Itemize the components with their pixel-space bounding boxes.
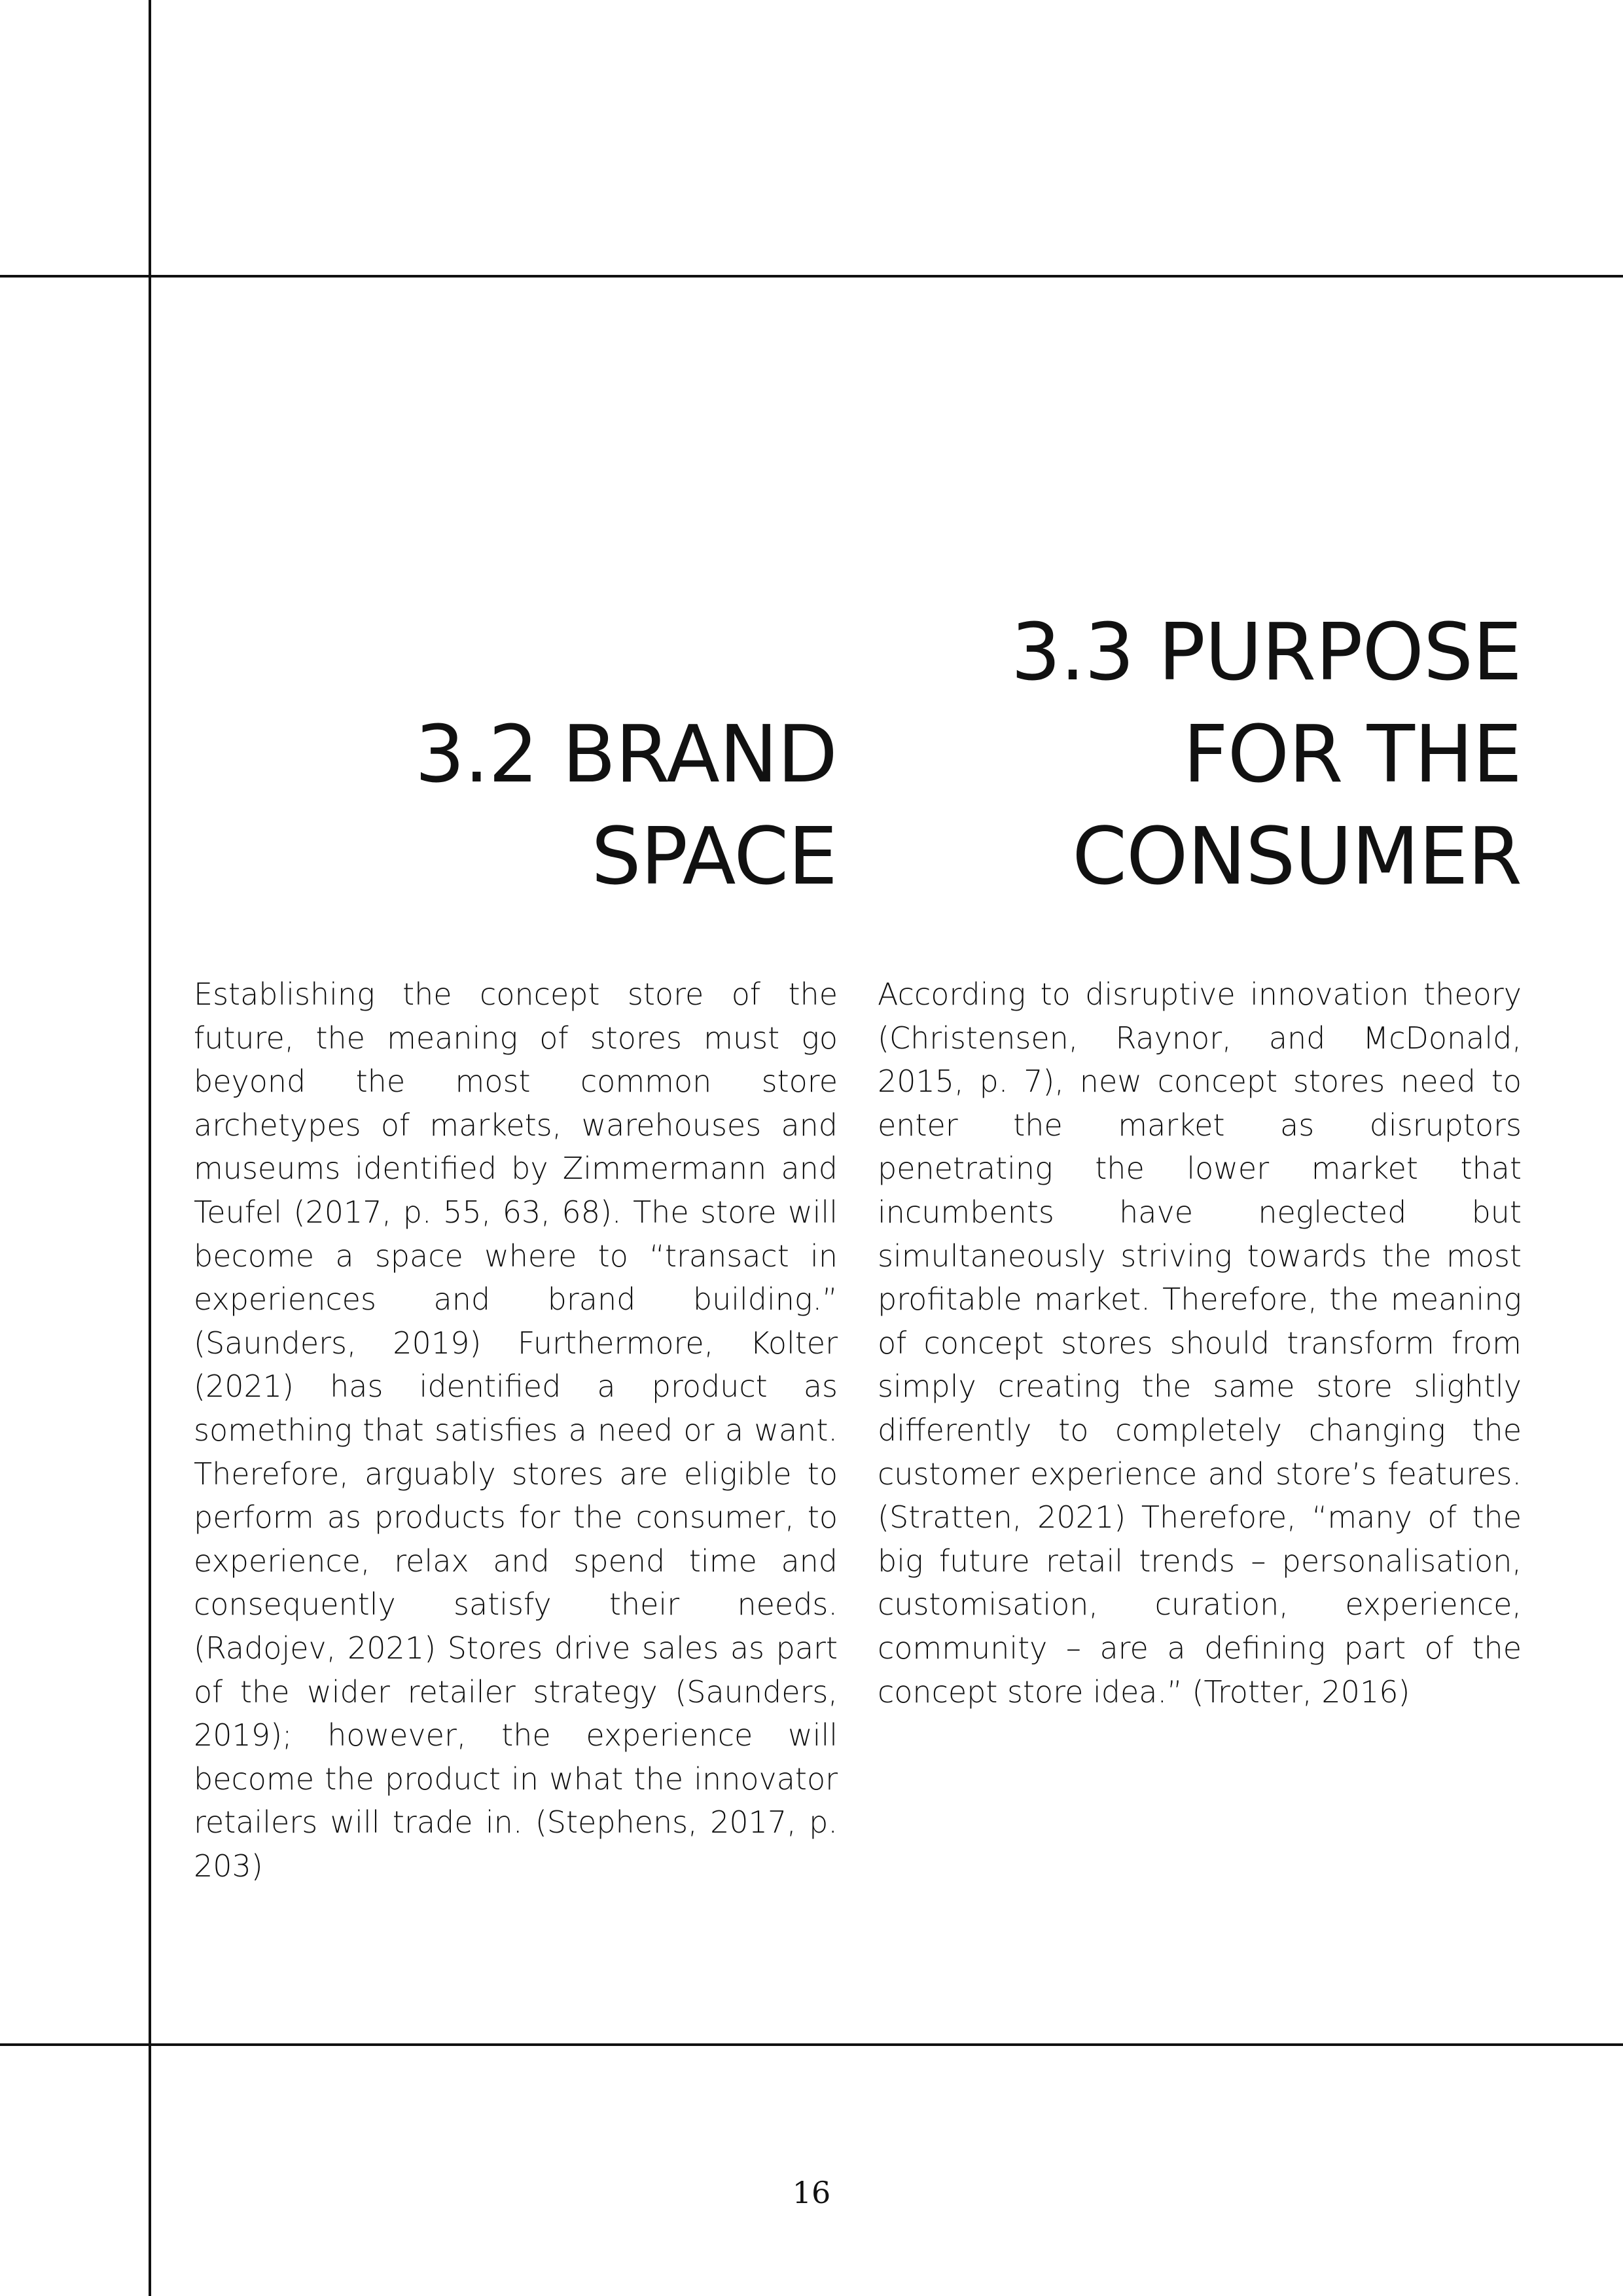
- top-horizontal-rule: [0, 275, 1623, 278]
- page-number: 16: [792, 2175, 831, 2210]
- vertical-margin-rule: [149, 0, 151, 2296]
- purpose-for-consumer-paragraph: According to disruptive innovation theory (Christensen, Raynor, and McDonald, 2015, p. 7), new concept stores need to enter the market as disruptors penetrating the lower market that incumbents have neglected but simultaneously striving towards the most profitable market. Therefore, the meaning of concept stores should transform from simply creating the same store slightly differently to completely changing the customer experience and store’s features. (Stratten, 2021) Therefore, “many of the big future retail trends – personalisation, customisation, curation, experience, community – are a defining part of the concept store idea.” (Trotter, 2016): [878, 977, 1522, 1710]
- heading-line: FOR THE: [1183, 709, 1522, 800]
- section-heading-brand-space: [192, 704, 837, 908]
- bottom-horizontal-rule: [0, 2043, 1623, 2046]
- heading-line: 3.2 BRAND: [414, 709, 837, 800]
- brand-space-paragraph: Establishing the concept store of the future, the meaning of stores must go beyond the most common store archetypes of markets, warehouses and museums identified by Zimmermann and Teufel (2017, p. 55, 63, 68). The store will become a space where to “transact in experiences and brand building.” (Saunders, 2019) Furthermore, Kolter (2021) has identified a product as something that satisfies a need or a want. Therefore, arguably stores are eligible to perform as products for the consumer, to experience, relax and spend time and consequently satisfy their needs. (Radojev, 2021) Stores drive sales as part of the wider retailer strategy (Saunders, 2019); however, the experience will become the product in what the innovator retailers will trade in. (Stephens, 2017, p. 203): [194, 977, 838, 1884]
- section-heading-purpose-for-consumer: [877, 602, 1522, 908]
- heading-line: 3.3 PURPOSE: [1010, 607, 1522, 698]
- heading-line: SPACE: [591, 812, 837, 903]
- heading-line: CONSUMER: [1072, 812, 1522, 903]
